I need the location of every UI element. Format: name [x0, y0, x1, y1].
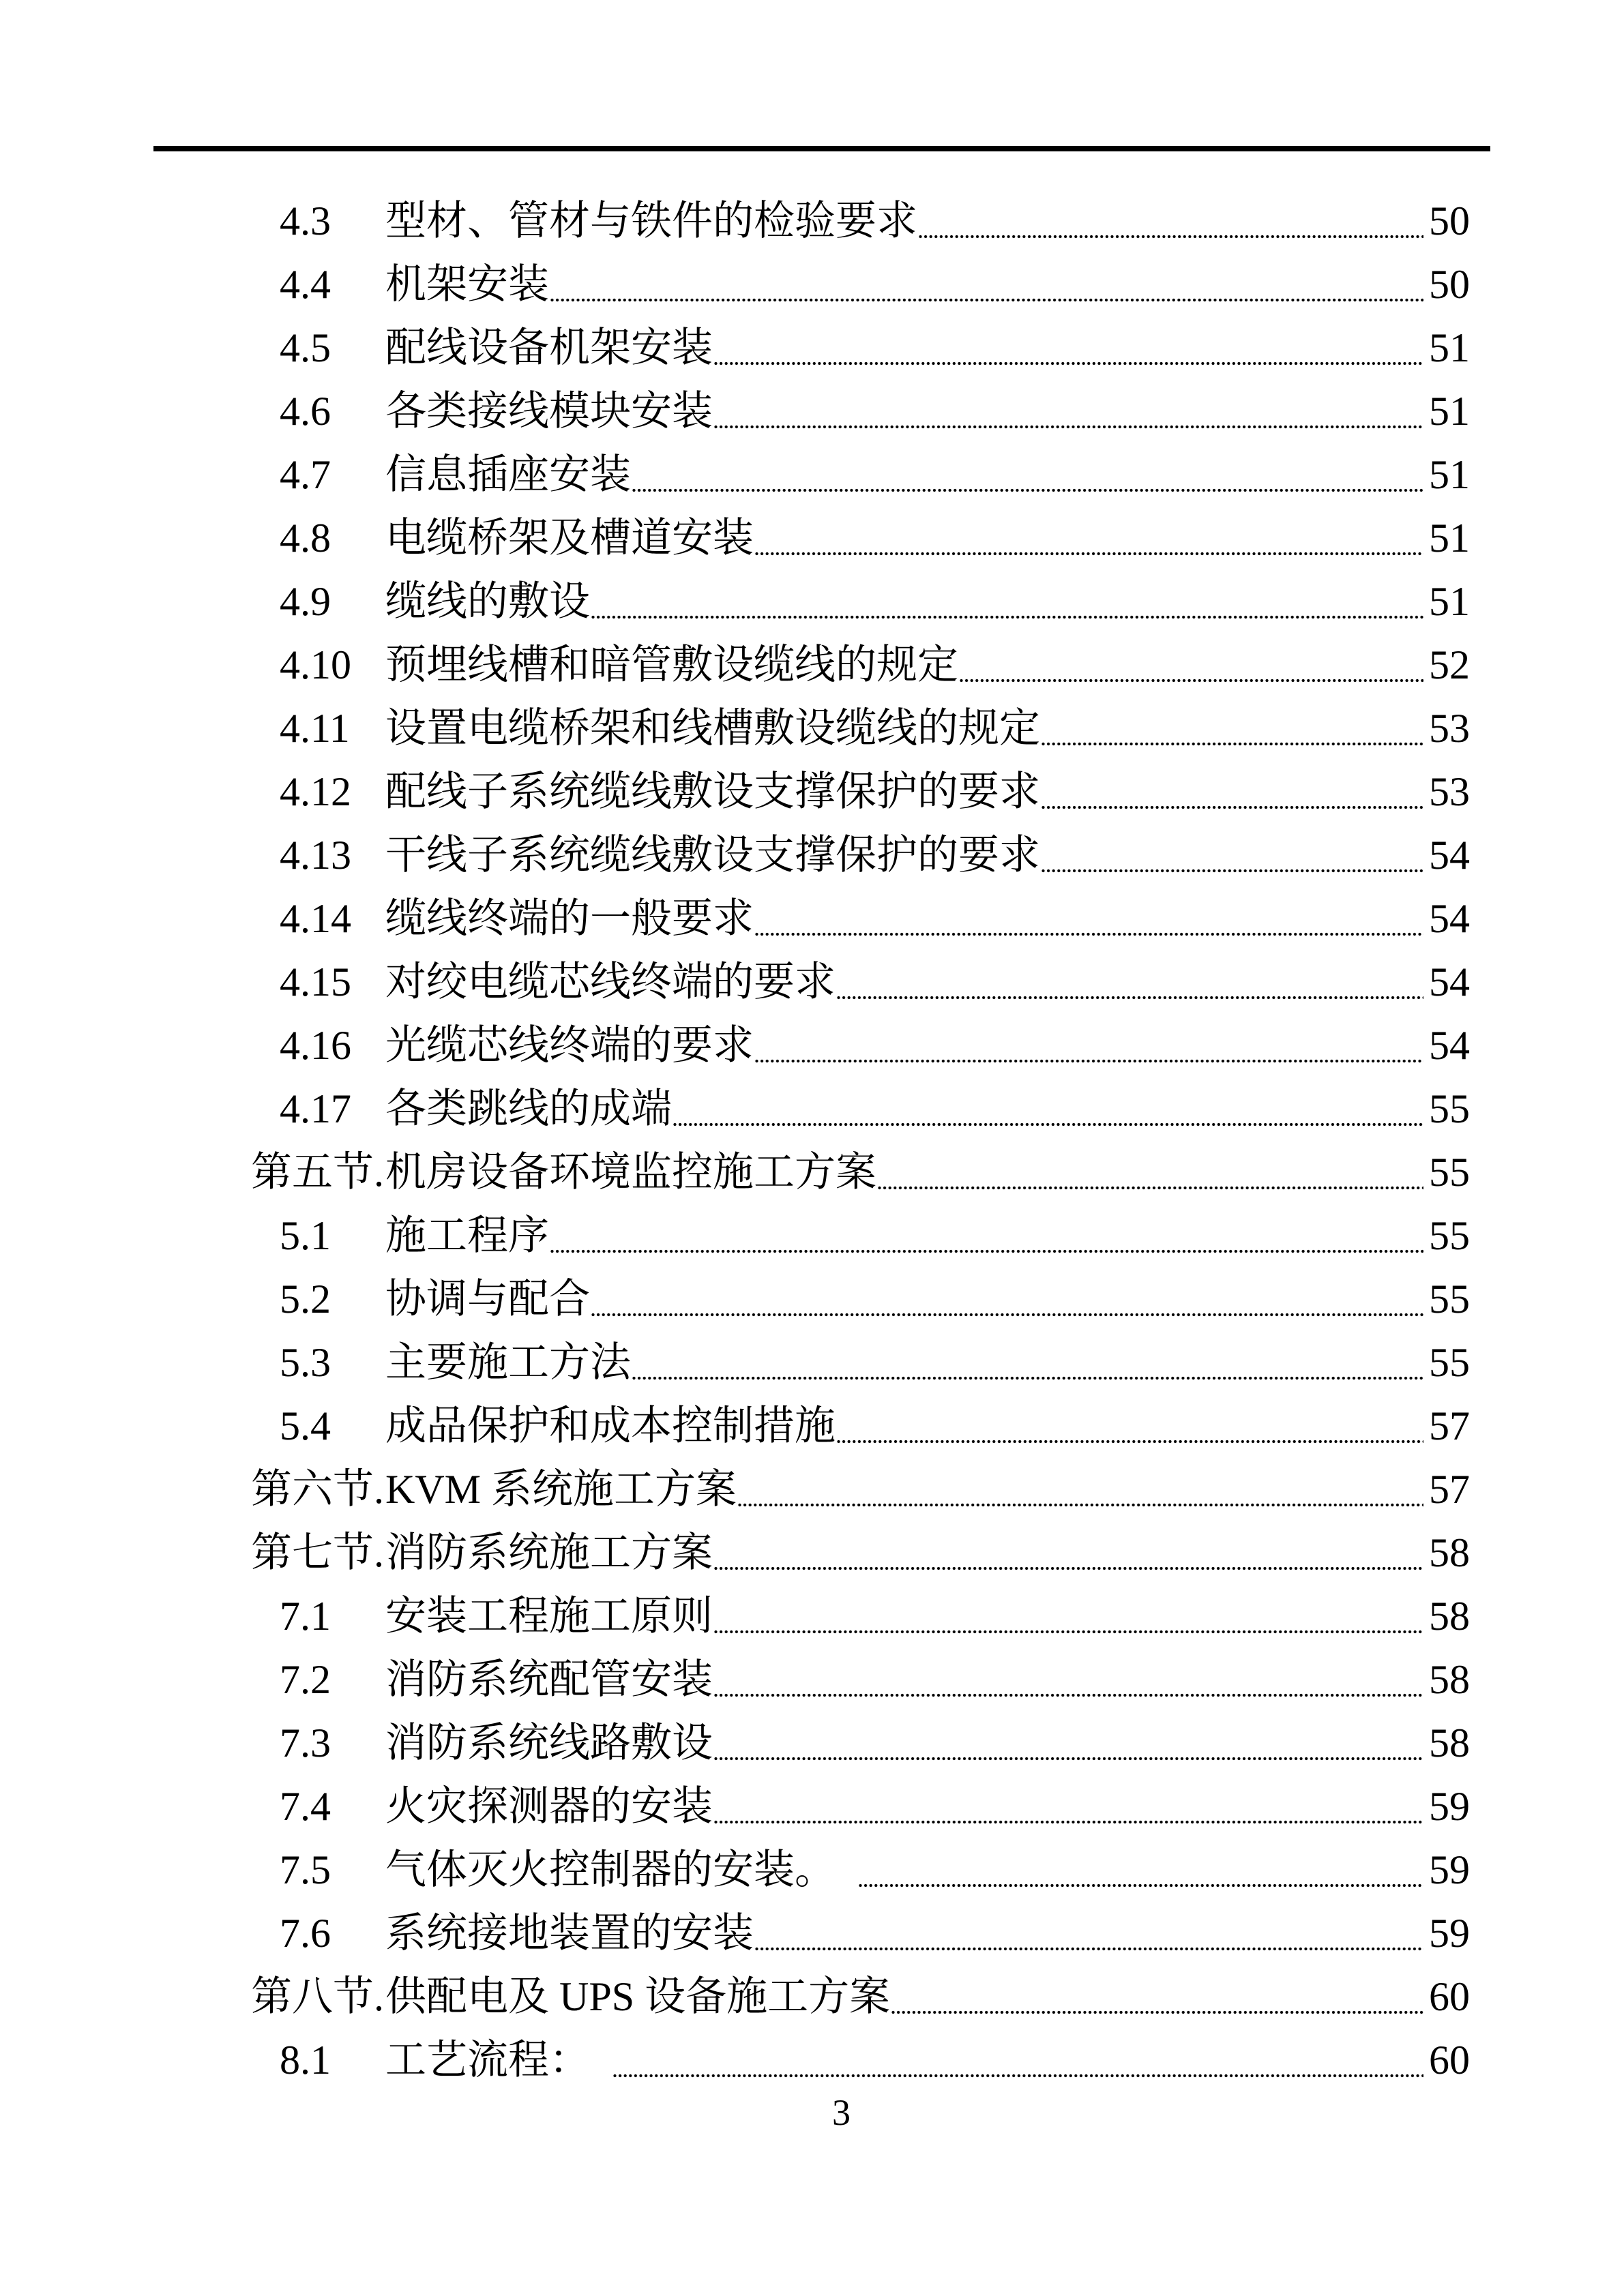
- toc-entry[interactable]: [0, 253, 1470, 316]
- toc-page-number: 55: [1429, 1213, 1470, 1258]
- toc-leader-dots: [673, 1077, 1423, 1141]
- toc-entry-number: 第五节.: [251, 1150, 384, 1195]
- toc-page-number: 55: [1429, 1277, 1470, 1322]
- toc-entry-title: 预埋线槽和暗管敷设缆线的规定: [385, 642, 958, 687]
- toc-entry[interactable]: [0, 1648, 1470, 1712]
- toc-entry-number: 4.4: [280, 262, 331, 307]
- toc-page-number: 54: [1429, 896, 1470, 941]
- toc-entry-number: 第八节.: [251, 1974, 384, 2019]
- toc-entry-title: 光缆芯线终端的要求: [385, 1023, 754, 1068]
- toc-entry-number: 4.14: [280, 896, 351, 941]
- footer-page-number: 3: [832, 2092, 851, 2133]
- toc-leader-dots: [960, 633, 1423, 697]
- toc-entry-number: 7.2: [280, 1657, 331, 1702]
- toc-entry[interactable]: [0, 1585, 1470, 1648]
- toc-entry-title: KVM 系统施工方案: [385, 1467, 737, 1512]
- toc-page-number: 58: [1429, 1720, 1470, 1765]
- toc-entry-title: 消防系统线路敷设: [385, 1720, 713, 1765]
- toc-entry[interactable]: [0, 1902, 1470, 1965]
- toc-leader-dots: [714, 316, 1423, 380]
- toc-entry-title: 消防系统配管安装: [385, 1657, 713, 1702]
- toc-leader-dots: [1042, 824, 1423, 887]
- toc-entry-title: 干线子系统缆线敷设支撑保护的要求: [385, 833, 1040, 878]
- toc-entry-title: 气体灭火控制器的安装。: [385, 1847, 836, 1892]
- toc-leader-dots: [591, 1268, 1423, 1331]
- toc-entry[interactable]: [0, 1141, 1470, 1204]
- toc-page-number: 59: [1429, 1911, 1470, 1956]
- toc-leader-dots: [755, 1902, 1423, 1965]
- toc-leader-dots: [632, 1331, 1423, 1395]
- toc-leader-dots: [714, 1521, 1423, 1585]
- toc-page-number: 51: [1429, 325, 1470, 370]
- toc-entry[interactable]: [0, 443, 1470, 507]
- toc-entry-number: 4.12: [280, 769, 351, 814]
- toc-entry[interactable]: [0, 1965, 1470, 2029]
- toc-page-number: 53: [1429, 706, 1470, 751]
- toc-leader-dots: [613, 2029, 1423, 2092]
- toc-page-number: 55: [1429, 1340, 1470, 1385]
- toc-entry-number: 7.1: [280, 1594, 331, 1639]
- toc-leader-dots: [859, 1838, 1423, 1902]
- toc-entry-title: 各类接线模块安装: [385, 389, 713, 434]
- toc-leader-dots: [755, 887, 1423, 951]
- toc-entry[interactable]: [0, 1775, 1470, 1838]
- toc-page-number: 54: [1429, 959, 1470, 1004]
- toc-entry-title: 对绞电缆芯线终端的要求: [385, 959, 836, 1004]
- toc-entry-number: 4.8: [280, 516, 331, 561]
- toc-page-number: 54: [1429, 833, 1470, 878]
- toc-page-number: 57: [1429, 1467, 1470, 1512]
- toc-leader-dots: [714, 380, 1423, 443]
- toc-entry-number: 4.13: [280, 833, 351, 878]
- toc-page-number: 53: [1429, 769, 1470, 814]
- toc-leader-dots: [1042, 760, 1423, 824]
- toc-page-number: 51: [1429, 516, 1470, 561]
- toc-entry[interactable]: [0, 1395, 1470, 1458]
- toc-entry-title: 火灾探测器的安装: [385, 1784, 713, 1829]
- toc-entry[interactable]: [0, 1077, 1470, 1141]
- toc-entry-title: 缆线的敷设: [385, 579, 590, 624]
- toc-entry-number: 5.1: [280, 1213, 331, 1258]
- toc-entry-number: 7.5: [280, 1847, 331, 1892]
- toc-entry[interactable]: [0, 507, 1470, 570]
- toc-entry[interactable]: [0, 316, 1470, 380]
- toc-entry[interactable]: [0, 1838, 1470, 1902]
- toc-entry[interactable]: [0, 1268, 1470, 1331]
- toc-leader-dots: [714, 1712, 1423, 1775]
- toc-entry[interactable]: [0, 380, 1470, 443]
- toc-entry-title: 配线设备机架安装: [385, 325, 713, 370]
- toc-page-number: 58: [1429, 1530, 1470, 1575]
- toc-entry-number: 4.7: [280, 452, 331, 497]
- toc-entry-title: 电缆桥架及槽道安装: [385, 516, 754, 561]
- toc-leader-dots: [755, 507, 1423, 570]
- toc-leader-dots: [550, 1204, 1423, 1268]
- toc-leader-dots: [878, 1141, 1423, 1204]
- toc-entry-title: 型材、管材与铁件的检验要求: [385, 198, 917, 243]
- toc-entry-number: 7.4: [280, 1784, 331, 1829]
- toc-page-number: 57: [1429, 1403, 1470, 1448]
- toc-entry-number: 4.5: [280, 325, 331, 370]
- toc-leader-dots: [591, 570, 1423, 633]
- toc-leader-dots: [891, 1965, 1423, 2029]
- header-rule: [153, 146, 1490, 151]
- toc-entry[interactable]: [0, 1458, 1470, 1521]
- toc-entry-title: 缆线终端的一般要求: [385, 896, 754, 941]
- toc-entry[interactable]: [0, 1331, 1470, 1395]
- toc-page-number: 58: [1429, 1657, 1470, 1702]
- toc-leader-dots: [714, 1775, 1423, 1838]
- toc-entry[interactable]: [0, 633, 1470, 697]
- toc-entry-number: 5.2: [280, 1277, 331, 1322]
- toc-entry-number: 第七节.: [251, 1530, 384, 1575]
- toc-leader-dots: [837, 951, 1423, 1014]
- toc-leader-dots: [837, 1395, 1423, 1458]
- toc-entry-number: 4.9: [280, 579, 331, 624]
- toc-entry-number: 4.10: [280, 642, 351, 687]
- toc-entry[interactable]: [0, 1014, 1470, 1077]
- toc-leader-dots: [550, 253, 1423, 316]
- toc-page-number: 60: [1429, 1974, 1470, 2019]
- toc-entry-number: 7.3: [280, 1720, 331, 1765]
- toc-entry-title: 配线子系统缆线敷设支撑保护的要求: [385, 769, 1040, 814]
- toc-entry[interactable]: [0, 1204, 1470, 1268]
- toc-entry[interactable]: [0, 2029, 1470, 2092]
- toc-leader-dots: [632, 443, 1423, 507]
- toc-page-number: 58: [1429, 1594, 1470, 1639]
- toc-entry-number: 5.3: [280, 1340, 331, 1385]
- toc-entry-number: 4.16: [280, 1023, 351, 1068]
- toc-entry-title: 施工程序: [385, 1213, 549, 1258]
- toc-page-number: 59: [1429, 1784, 1470, 1829]
- toc-entry-number: 4.15: [280, 959, 351, 1004]
- toc-leader-dots: [738, 1458, 1423, 1521]
- toc-entry-number: 7.6: [280, 1911, 331, 1956]
- toc-entry-title: 成品保护和成本控制措施: [385, 1403, 836, 1448]
- toc-list: [0, 190, 1470, 2092]
- toc-leader-dots: [714, 1648, 1423, 1712]
- toc-page-number: 51: [1429, 452, 1470, 497]
- toc-leader-dots: [755, 1014, 1423, 1077]
- toc-entry-number: 4.6: [280, 389, 331, 434]
- toc-entry-title: 消防系统施工方案: [385, 1530, 713, 1575]
- toc-entry-number: 5.4: [280, 1403, 331, 1448]
- toc-entry[interactable]: [0, 1521, 1470, 1585]
- toc-leader-dots: [919, 190, 1423, 253]
- toc-entry-title: 各类跳线的成端: [385, 1086, 672, 1131]
- toc-page-number: 55: [1429, 1150, 1470, 1195]
- toc-page-number: 59: [1429, 1847, 1470, 1892]
- toc-entry[interactable]: [0, 1712, 1470, 1775]
- toc-entry[interactable]: [0, 697, 1470, 760]
- toc-leader-dots: [714, 1585, 1423, 1648]
- toc-entry[interactable]: [0, 887, 1470, 951]
- toc-entry-number: 4.3: [280, 198, 331, 243]
- toc-page-number: 51: [1429, 389, 1470, 434]
- toc-entry[interactable]: [0, 951, 1470, 1014]
- toc-page-number: 54: [1429, 1023, 1470, 1068]
- toc-page-number: 55: [1429, 1086, 1470, 1131]
- toc-entry-title: 工艺流程：: [385, 2038, 590, 2083]
- toc-entry-title: 设置电缆桥架和线槽敷设缆线的规定: [385, 706, 1040, 751]
- toc-entry-number: 4.17: [280, 1086, 351, 1131]
- toc-entry[interactable]: [0, 190, 1470, 253]
- toc-page-number: 51: [1429, 579, 1470, 624]
- toc-entry-title: 供配电及 UPS 设备施工方案: [385, 1974, 891, 2019]
- toc-entry[interactable]: [0, 570, 1470, 633]
- toc-page-number: 52: [1429, 642, 1470, 687]
- toc-page-number: 50: [1429, 198, 1470, 243]
- toc-page-number: 60: [1429, 2038, 1470, 2083]
- toc-entry[interactable]: [0, 760, 1470, 824]
- toc-entry-number: 4.11: [280, 706, 350, 751]
- toc-leader-dots: [1042, 697, 1423, 760]
- toc-entry-number: 第六节.: [251, 1467, 384, 1512]
- toc-entry[interactable]: [0, 824, 1470, 887]
- toc-entry-title: 信息插座安装: [385, 452, 631, 497]
- toc-entry-title: 安装工程施工原则: [385, 1594, 713, 1639]
- toc-entry-title: 系统接地装置的安装: [385, 1911, 754, 1956]
- toc-entry-title: 协调与配合: [385, 1277, 590, 1322]
- toc-entry-title: 机架安装: [385, 262, 549, 307]
- toc-entry-title: 机房设备环境监控施工方案: [385, 1150, 876, 1195]
- toc-entry-title: 主要施工方法: [385, 1340, 631, 1385]
- toc-page-number: 50: [1429, 262, 1470, 307]
- toc-entry-number: 8.1: [280, 2038, 331, 2083]
